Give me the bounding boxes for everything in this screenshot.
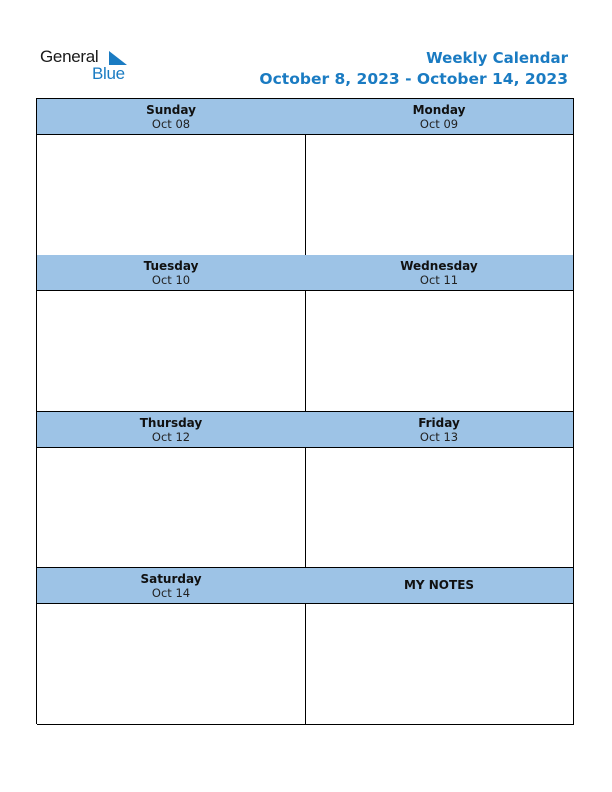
day-name: Sunday [146,103,196,117]
day-header [305,99,573,135]
calendar-date-range: October 8, 2023 - October 14, 2023 [259,70,568,88]
day-notes-area[interactable] [305,448,573,568]
day-header [305,412,573,448]
day-date: Oct 10 [151,273,191,287]
day-notes-area[interactable] [37,448,305,568]
day-notes-area[interactable] [37,135,305,255]
day-cell-thursday [37,412,306,569]
day-name: Thursday [139,415,203,430]
day-date: Oct 12 [151,429,191,444]
calendar-title: Weekly Calendar [426,49,568,67]
day-cell-tuesday [37,255,306,412]
day-date: Oct 09 [419,117,459,131]
day-name: Friday [418,415,460,430]
day-name: Wednesday [400,259,478,273]
day-notes-area[interactable] [37,291,305,411]
brand-name-blue: Blue [92,64,125,83]
day-notes-area[interactable] [305,291,573,411]
day-header [37,412,305,448]
day-date: Oct 13 [419,429,459,444]
day-notes-area[interactable] [37,604,305,724]
day-cell-sunday [37,99,306,256]
notes-cell [305,568,574,725]
notes-header [305,568,573,604]
day-notes-area[interactable] [305,135,573,255]
calendar-title-block [259,48,568,90]
day-header [37,568,305,604]
brand-name-general: General [40,47,99,66]
notes-label: MY NOTES [403,578,475,592]
day-cell-monday [305,99,574,256]
day-date: Oct 08 [151,117,191,131]
day-header [37,255,305,291]
day-name: Saturday [140,572,202,586]
day-header [37,99,305,135]
weekly-calendar-grid [36,98,574,724]
day-cell-friday [305,412,574,569]
day-header [305,255,573,291]
day-date: Oct 14 [151,586,191,600]
logo-triangle-icon [109,51,127,65]
notes-area[interactable] [305,604,573,724]
brand-logo [40,47,140,87]
day-name: Tuesday [143,259,199,273]
day-cell-saturday [37,568,306,725]
day-date: Oct 11 [419,273,459,287]
day-name: Monday [412,103,466,117]
day-cell-wednesday [305,255,574,412]
